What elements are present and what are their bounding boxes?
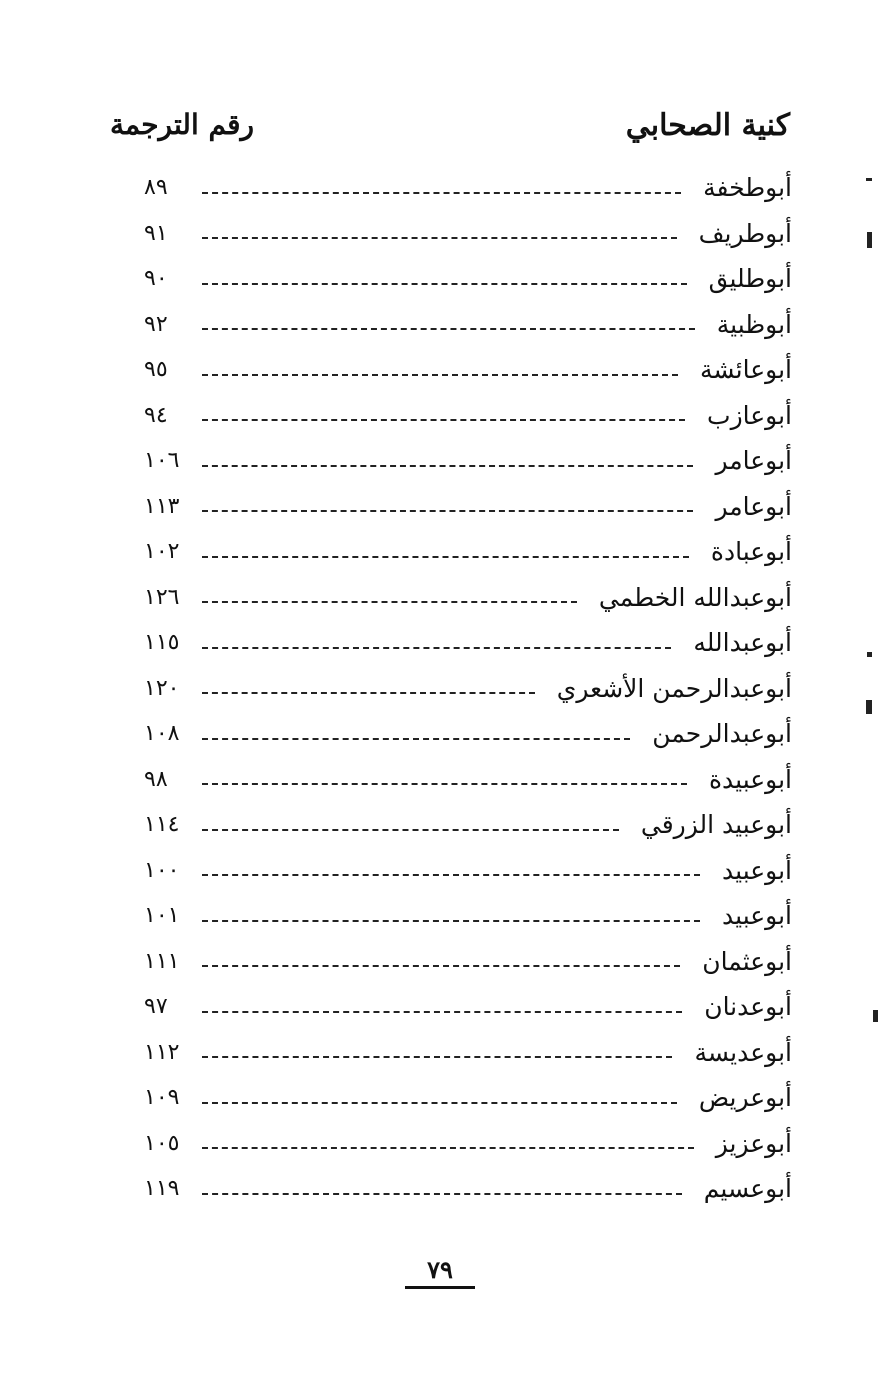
leader-dashes (202, 601, 577, 603)
index-entry (140, 620, 792, 666)
leader-dashes (202, 783, 687, 785)
entry-number: ٩٢ (144, 311, 168, 337)
index-header (110, 108, 790, 158)
entry-name: أبوطليق (708, 264, 792, 294)
entry-number: ١٠٨ (144, 721, 180, 747)
entry-number: ١١٣ (144, 493, 180, 519)
entry-name: أبوعزيز (715, 1128, 792, 1158)
index-entry (140, 393, 792, 439)
index-entry (140, 438, 792, 484)
index-entry (140, 893, 792, 939)
entry-number: ٩٠ (144, 266, 168, 292)
number-column-heading: رقم الترجمة (110, 108, 255, 141)
leader-dashes (202, 647, 671, 649)
index-entry (140, 256, 792, 302)
index-entry (140, 1166, 792, 1212)
leader-dashes (202, 829, 619, 831)
leader-dashes (202, 1193, 682, 1195)
entry-number: ١١١ (144, 948, 180, 974)
index-entry (140, 757, 792, 803)
entry-number: ٩٥ (144, 357, 168, 383)
leader-dashes (202, 1056, 672, 1058)
entry-number: ١٢٦ (144, 584, 180, 610)
leader-dashes (202, 328, 695, 330)
page-number (0, 1255, 880, 1284)
entry-number: ١٢٠ (144, 675, 180, 701)
leader-dashes (202, 283, 687, 285)
scan-edge-mark (866, 178, 872, 181)
leader-dashes (202, 510, 693, 512)
entry-number: ٩١ (144, 220, 168, 246)
index-entry (140, 302, 792, 348)
index-entry (140, 484, 792, 530)
leader-dashes (202, 965, 680, 967)
entry-name: أبوعريض (698, 1083, 792, 1113)
entry-name: أبوعبيد الزرقي (640, 810, 792, 840)
entry-number: ٩٧ (144, 994, 168, 1020)
entry-name: أبوعائشة (699, 355, 792, 385)
entry-number: ٨٩ (144, 175, 168, 201)
index-entry (140, 165, 792, 211)
index-entry (140, 529, 792, 575)
scan-edge-mark (867, 232, 872, 248)
entry-name: أبوعبيد (722, 855, 792, 885)
page-number-text: ٧٩ (405, 1255, 475, 1289)
leader-dashes (202, 1147, 694, 1149)
index-entry (140, 711, 792, 757)
entry-number: ١٠١ (144, 903, 180, 929)
entry-number: ١٠٢ (144, 539, 180, 565)
leader-dashes (202, 465, 693, 467)
entry-name: أبوعبيد (722, 901, 792, 931)
entry-number: ١١٤ (144, 812, 180, 838)
entry-name: أبوعديسة (694, 1037, 792, 1067)
entry-name: أبوعثمان (702, 946, 792, 976)
entry-number: ١٠٦ (144, 448, 180, 474)
entry-name: أبوعدنان (704, 992, 792, 1022)
entry-name: أبوعامر (715, 446, 792, 476)
leader-dashes (202, 1102, 677, 1104)
leader-dashes (202, 237, 677, 239)
index-entry (140, 347, 792, 393)
entry-number: ٩٤ (144, 402, 168, 428)
entry-name: أبوطريف (698, 218, 792, 248)
leader-dashes (202, 692, 535, 694)
index-entry (140, 1121, 792, 1167)
entry-name: أبوعبادة (710, 537, 792, 567)
entry-number: ١١٥ (144, 630, 180, 656)
index-entry (140, 939, 792, 985)
entry-name: أبوطخفة (703, 173, 792, 203)
entry-name: أبوعبدالرحمن الأشعري (556, 673, 792, 703)
leader-dashes (202, 419, 685, 421)
leader-dashes (202, 374, 678, 376)
scan-edge-mark (867, 652, 872, 657)
scan-edge-mark (866, 700, 872, 714)
leader-dashes (202, 192, 681, 194)
index-entry (140, 802, 792, 848)
entry-name: أبوعبدالرحمن (652, 719, 792, 749)
leader-dashes (202, 1011, 682, 1013)
index-entry (140, 848, 792, 894)
leader-dashes (202, 874, 700, 876)
index-entry (140, 984, 792, 1030)
scan-edge-mark (873, 1010, 878, 1022)
entry-number: ١٠٥ (144, 1130, 180, 1156)
entry-number: ١٠٩ (144, 1085, 180, 1111)
entry-name: أبوعبدالله (693, 628, 792, 658)
entry-name: أبوعامر (715, 491, 792, 521)
index-entry (140, 211, 792, 257)
index-entry (140, 666, 792, 712)
leader-dashes (202, 920, 700, 922)
index-entry (140, 575, 792, 621)
leader-dashes (202, 556, 689, 558)
entry-number: ٩٨ (144, 766, 168, 792)
index-entries-list (140, 165, 792, 1212)
entry-name: أبوعسيم (703, 1174, 792, 1204)
leader-dashes (202, 738, 630, 740)
entry-number: ١١٢ (144, 1039, 180, 1065)
index-entry (140, 1075, 792, 1121)
entry-name: أبوعبدالله الخطمي (598, 582, 792, 612)
entry-name: أبوعازب (707, 400, 792, 430)
entry-number: ١٠٠ (144, 857, 180, 883)
entry-name: أبوظبية (716, 309, 792, 339)
name-column-heading: كنية الصحابي (625, 108, 790, 143)
entry-name: أبوعبيدة (708, 764, 792, 794)
index-entry (140, 1030, 792, 1076)
entry-number: ١١٩ (144, 1176, 180, 1202)
